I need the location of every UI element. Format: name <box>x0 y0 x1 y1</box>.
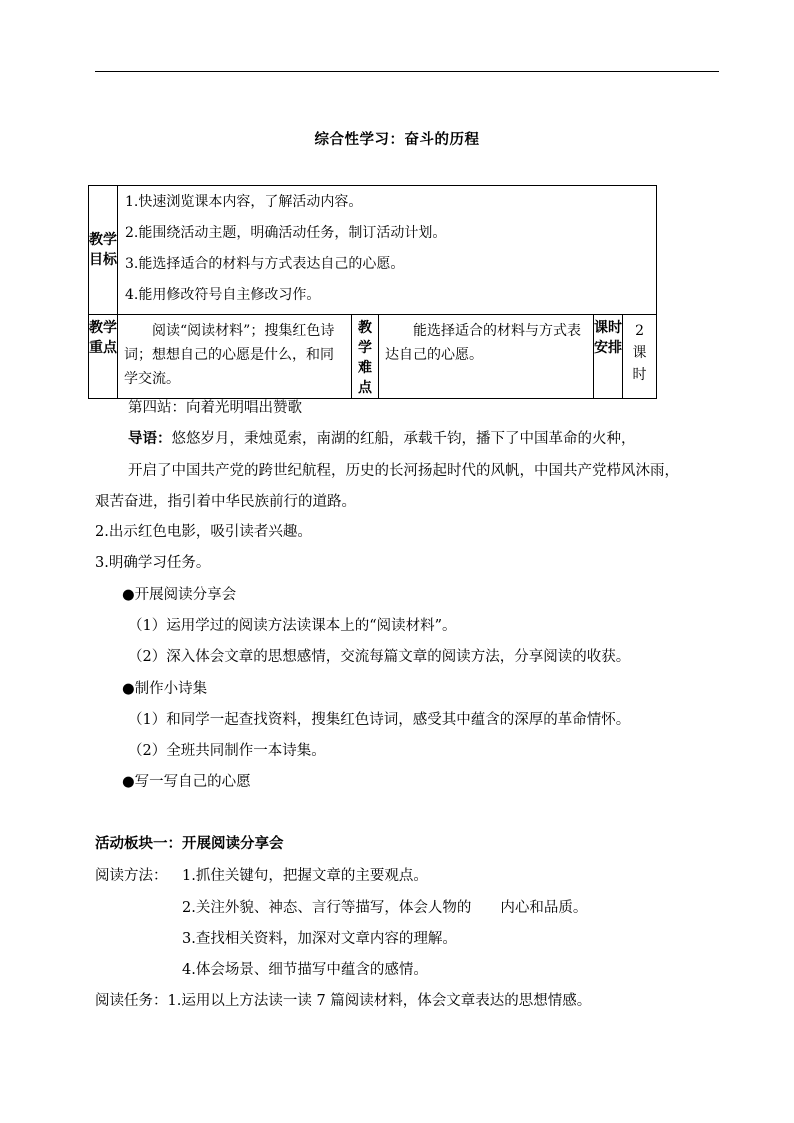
intro-line-3: 艰苦奋进，指引着中华民族前行的道路。 <box>95 494 356 510</box>
reading-task-1: 1.运用以上方法读一读 7 篇阅读材料，体会文章表达的思想情感。 <box>167 993 592 1009</box>
intro-line-1: 悠悠岁月，秉烛觅索，南湖的红船，承载千钧，播下了中国革命的火种， <box>171 431 636 447</box>
intro-paragraph <box>128 427 636 448</box>
goals-cell <box>118 186 657 315</box>
task-2-item-1: （1）和同学一起查找资料，搜集红色诗词，感受其中蕴含的深厚的革命情怀。 <box>128 712 631 728</box>
key-points-header: 教学重点 <box>89 315 118 399</box>
block-title: 活动板块一：开展阅读分享会 <box>95 835 284 852</box>
key-points-text: 阅读“阅读材料”；搜集红色诗词；想想自己的心愿是什么，和同学交流。 <box>118 315 352 399</box>
station-heading: 第四站：向着光明唱出赞歌 <box>128 400 302 416</box>
reading-task-label: 阅读任务： <box>95 993 168 1009</box>
step-3: 3.明确学习任务。 <box>95 555 211 571</box>
difficulty-header: 教学难点 <box>352 315 379 399</box>
task-reading-share: ●开展阅读分享会 <box>122 587 237 603</box>
task-1-item-1: （1）运用学过的阅读方法读课本上的“阅读材料”。 <box>128 618 457 634</box>
task-write-wish: ●写一写自己的心愿 <box>122 774 251 790</box>
goals-header: 教学目标 <box>89 186 118 315</box>
method-item: 1.抓住关键句，把握文章的主要观点。 <box>182 868 428 884</box>
schedule-unit: 课时 <box>632 345 647 383</box>
page-title: 综合性学习：奋斗的历程 <box>314 131 480 148</box>
goal-item: 3.能选择适合的材料与方式表达自己的心愿。 <box>125 256 405 272</box>
schedule-header: 课时安排 <box>594 315 623 399</box>
intro-line-2: 开启了中国共产党的跨世纪航程，历史的长河扬起时代的风帆，中国共产党栉风沐雨， <box>128 463 679 479</box>
task-poetry-collection: ●制作小诗集 <box>122 681 208 697</box>
methods-label: 阅读方法： <box>95 868 168 884</box>
method-item: 3.查找相关资料，加深对文章内容的理解。 <box>182 931 457 947</box>
method-item: 4.体会场景、细节描写中蕴含的感情。 <box>182 962 428 978</box>
lesson-plan-table <box>88 185 657 399</box>
goal-item: 2.能围绕活动主题，明确活动任务，制订活动计划。 <box>125 225 447 241</box>
difficulty-text: 能选择适合的材料与方式表达自己的心愿。 <box>379 315 594 399</box>
reading-task-line <box>95 989 591 1010</box>
goal-item: 1.快速浏览课本内容，了解活动内容。 <box>125 194 363 210</box>
header-rule <box>95 71 719 72</box>
goal-item: 4.能用修改符号自主修改习作。 <box>125 287 321 303</box>
task-1-item-2: （2）深入体会文章的思想感情，交流每篇文章的阅读方法，分享阅读的收获。 <box>128 649 631 665</box>
method-item: 2.关注外貌、神态、言行等描写，体会人物的 内心和品质。 <box>182 900 588 916</box>
schedule-cell <box>623 315 657 399</box>
intro-label: 导语： <box>128 430 172 447</box>
schedule-value: 2 <box>635 323 644 339</box>
task-2-item-2: （2）全班共同制作一本诗集。 <box>128 743 326 759</box>
step-2: 2.出示红色电影，吸引读者兴趣。 <box>95 524 312 540</box>
